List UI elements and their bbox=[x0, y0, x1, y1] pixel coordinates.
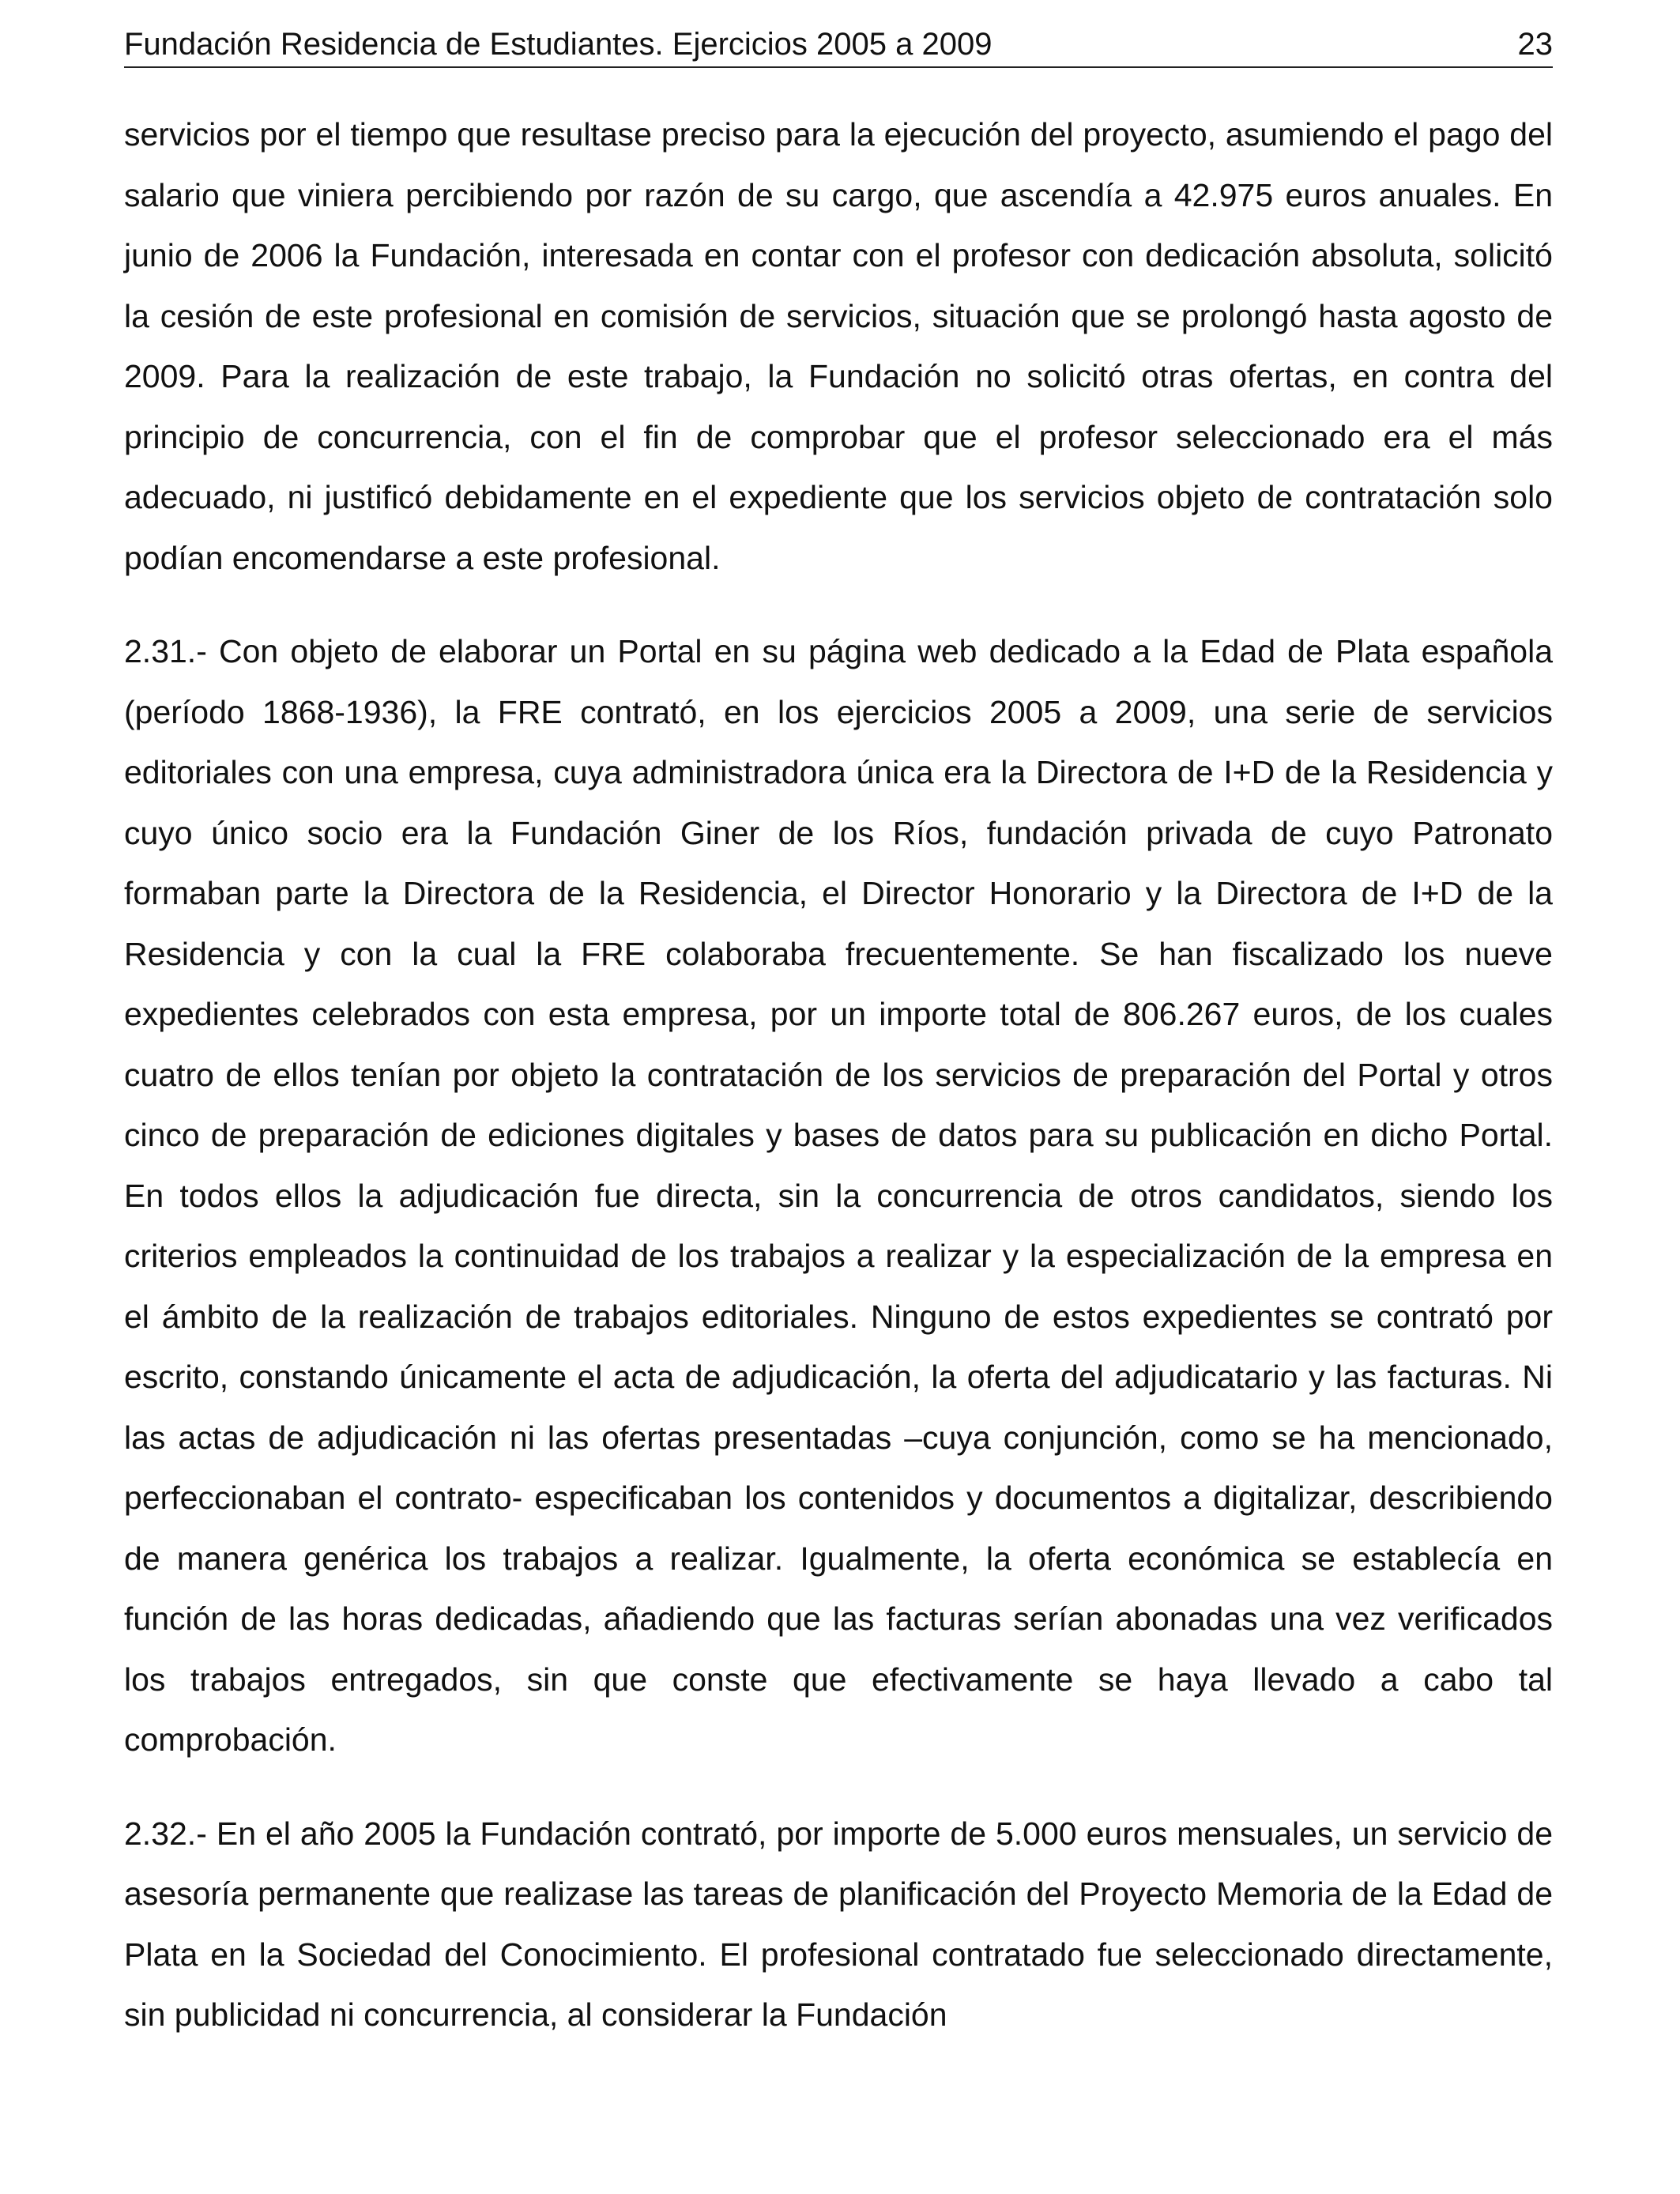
paragraph-2-31: 2.31.- Con objeto de elaborar un Portal en su página web dedicado a la Edad de Plata española (período 1868-1936), la FRE contrató, en los ejercicios 2005 a 2009, una serie de servicios editoriales con una empresa, cuya administradora única era la Directora de I+D de la Residencia y cuyo único socio era la Fundación Giner de los Ríos, fundación privada de cuyo Patronato formaban parte la Directora de la Residencia, el Director Honorario y la Directora de I+D de la Residencia y con la cual la FRE colaboraba frecuentemente. Se han fiscalizado los nueve expedientes celebrados con esta empresa, por un importe total de 806.267 euros, de los cuales cuatro de ellos tenían por objeto la contratación de los servicios de preparación del Portal y otros cinco de preparación de ediciones digitales y bases de datos para su publicación en dicho Portal. En todos ellos la adjudicación fue directa, sin la concurrencia de otros candidatos, siendo los criterios empleados la continuidad de los trabajos a realizar y la especialización de la empresa en el ámbito de la realización de trabajos editoriales. Ninguno de estos expedientes se contrató por escrito, constando únicamente el acta de adjudicación, la oferta del adjudicatario y las facturas. Ni las actas de adjudicación ni las ofertas presentadas –cuya conjunción, como se ha mencionado, perfeccionaban el contrato- especificaban los contenidos y documentos a digitalizar, describiendo de manera genérica los trabajos a realizar. Igualmente, la oferta económica se establecía en función de las horas dedicadas, añadiendo que las facturas serían abonadas una vez verificados los trabajos entregados, sin que conste que efectivamente se haya llevado a cabo tal comprobación. bbox=[124, 633, 1553, 1758]
paragraph-continuation: servicios por el tiempo que resultase preciso para la ejecución del proyecto, asumiendo el pago del salario que viniera percibiendo por razón de su cargo, que ascendía a 42.975 euros anuales. En junio de 2006 la Fundación, interesada en contar con el profesor con dedicación absoluta, solicitó la cesión de este profesional en comisión de servicios, situación que se prolongó hasta agosto de 2009. Para la realización de este trabajo, la Fundación no solicitó otras ofertas, en contra del principio de concurrencia, con el fin de comprobar que el profesor seleccionado era el más adecuado, ni justificó debidamente en el expediente que los servicios objeto de contratación solo podían encomendarse a este profesional. bbox=[124, 116, 1553, 576]
page-number: 23 bbox=[1517, 27, 1553, 62]
document-title: Fundación Residencia de Estudiantes. Ejercicios 2005 a 2009 bbox=[124, 27, 993, 62]
document-body bbox=[124, 104, 1553, 2045]
page-header bbox=[124, 22, 1553, 68]
paragraph-2-32: 2.32.- En el año 2005 la Fundación contrató, por importe de 5.000 euros mensuales, un servicio de asesoría permanente que realizase las tareas de planificación del Proyecto Memoria de la Edad de Plata en la Sociedad del Conocimiento. El profesional contratado fue seleccionado directamente, sin publicidad ni concurrencia, al considerar la Fundación bbox=[124, 1815, 1553, 2033]
